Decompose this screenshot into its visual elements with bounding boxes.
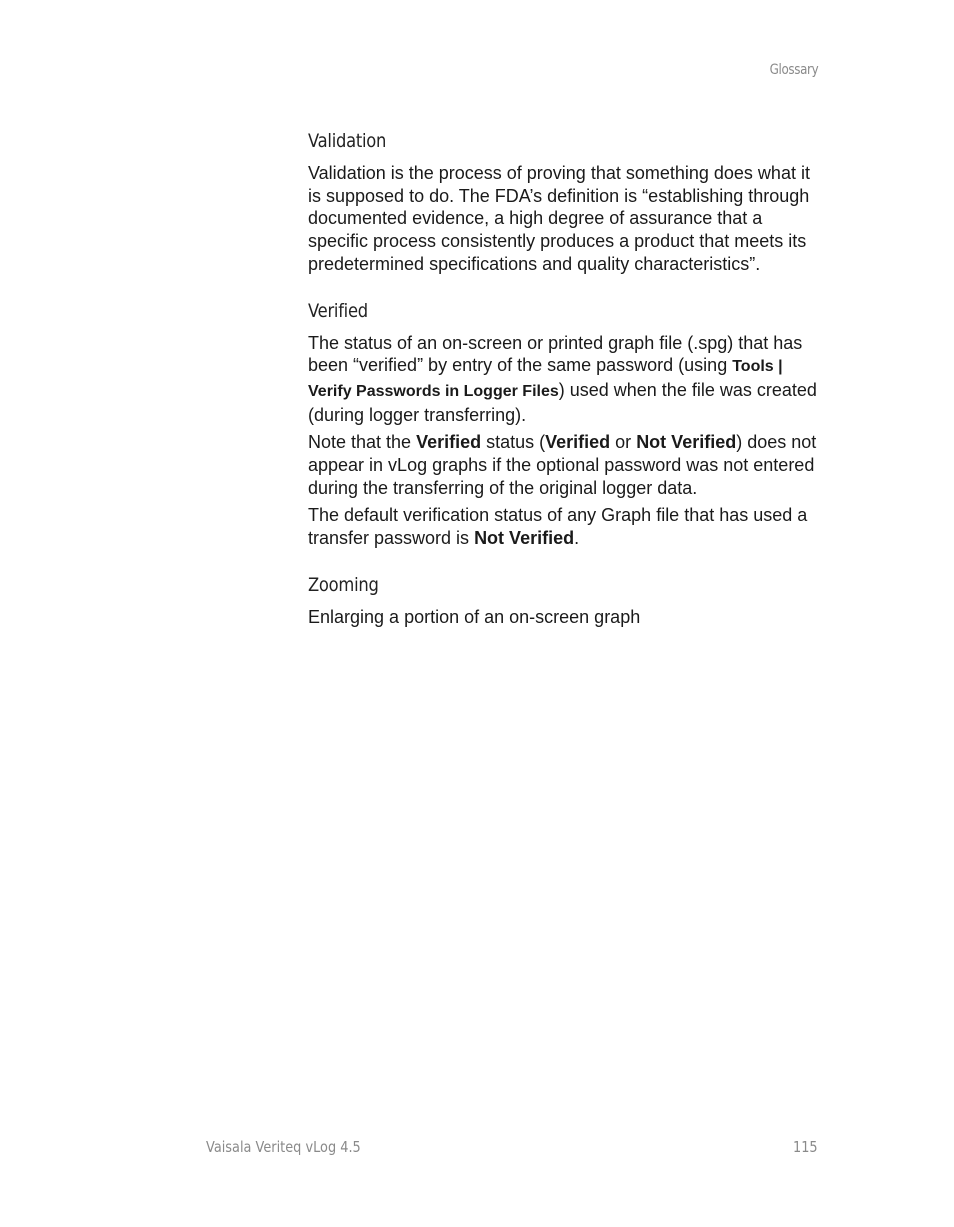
text-run: status ( bbox=[481, 432, 546, 453]
definition-paragraph: Validation is the process of proving that something does what it is supposed to do. The FDA’s definition is “establishing through documented evidence, a high degree of assurance that a specific process consistently produces a product that meets its predetermined specifications and quality characteristics”. bbox=[308, 163, 810, 274]
running-header: Glossary bbox=[769, 62, 818, 78]
definition-paragraph bbox=[308, 504, 820, 549]
bold-term: Not Verified bbox=[636, 432, 737, 453]
text-run: . bbox=[574, 528, 580, 549]
text-run: ) used when the file was created (during logger transferring). bbox=[308, 379, 817, 425]
definition-paragraph: Enlarging a portion of an on-screen graph bbox=[308, 606, 641, 627]
glossary-entry-zooming bbox=[308, 572, 820, 629]
text-run: The status of an on-screen or printed graph file (.spg) that has been “verified” by entry of the same password (using bbox=[308, 332, 803, 376]
menu-path-reference: Tools | Verify Passwords in Logger Files bbox=[308, 358, 783, 400]
footer-product-name: Vaisala Veriteq vLog 4.5 bbox=[206, 1138, 361, 1156]
text-run: or bbox=[610, 432, 637, 453]
glossary-term: Zooming bbox=[308, 573, 379, 596]
bold-term: Verified bbox=[416, 432, 482, 453]
glossary-content bbox=[308, 128, 820, 651]
glossary-term: Verified bbox=[308, 299, 368, 322]
glossary-entry-validation bbox=[308, 128, 820, 276]
glossary-entry-verified bbox=[308, 298, 820, 550]
definition-paragraph bbox=[308, 332, 820, 427]
text-run: Note that the bbox=[308, 432, 417, 453]
bold-term: Not Verified bbox=[474, 528, 575, 549]
footer-page-number: 115 bbox=[793, 1138, 818, 1156]
definition-paragraph bbox=[308, 431, 820, 499]
text-run: ) does not appear in vLog graphs if the optional password was not entered during the transferring of the original logger data. bbox=[308, 432, 817, 498]
glossary-term: Validation bbox=[308, 130, 387, 152]
text-run: The default verification status of any Graph file that has used a transfer password is bbox=[308, 505, 808, 549]
bold-term: Verified bbox=[545, 432, 611, 453]
